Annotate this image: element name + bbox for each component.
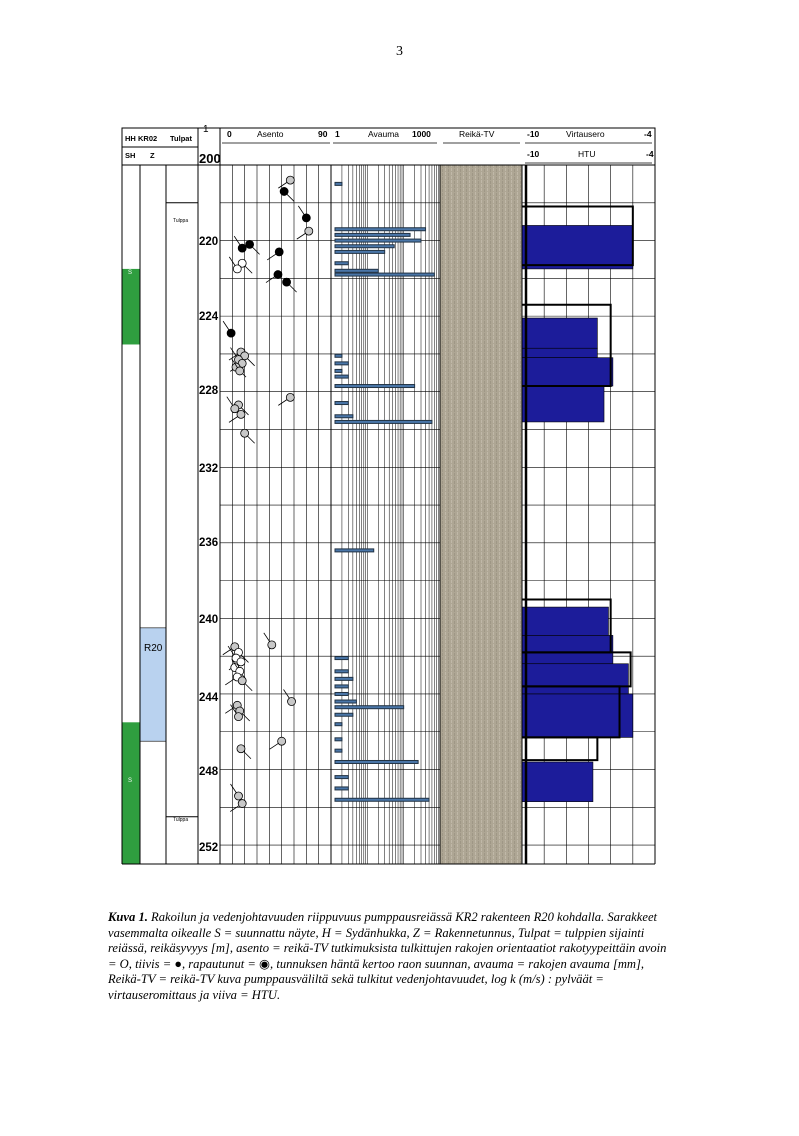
caption-text-3: , rapautunut = <box>181 956 260 971</box>
header-avauma-title: Avauma <box>368 129 400 139</box>
aperture-bar <box>335 776 348 779</box>
fracture-tight-symbol <box>283 278 291 286</box>
virtausero-bar <box>522 694 633 737</box>
header-reika-tv-title: Reikä-TV <box>459 129 495 139</box>
fracture-weathered-symbol <box>305 227 313 235</box>
fracture-tight-symbol <box>238 244 246 252</box>
depth-label: 248 <box>199 766 219 778</box>
sample-interval <box>122 722 140 864</box>
header-virtausero-max: -4 <box>644 129 652 139</box>
fracture-weathered-symbol <box>268 641 276 649</box>
fracture-weathered-symbol <box>238 800 246 808</box>
depth-label: 220 <box>199 236 219 248</box>
fracture-tight-symbol <box>227 329 235 337</box>
virtausero-bar <box>522 762 593 802</box>
tulppa-label-top: Tulppa <box>173 218 189 224</box>
header-sh-label: SH <box>125 151 136 160</box>
virtausero-bar <box>522 635 613 663</box>
virtausero-bar <box>522 607 608 635</box>
page-number: 3 <box>396 44 403 59</box>
depth-label: 252 <box>199 842 219 854</box>
aperture-bar <box>335 250 385 253</box>
aperture-bar <box>335 677 353 680</box>
header-z-label: Z <box>150 151 155 160</box>
fracture-open-symbol <box>233 265 241 273</box>
depth-label: 244 <box>199 692 219 704</box>
aperture-bar <box>335 385 415 388</box>
header-asento-title: Asento <box>257 129 284 139</box>
fracture-open-symbol <box>237 658 245 666</box>
fracture-weathered-symbol <box>236 367 244 375</box>
aperture-bar <box>335 239 421 242</box>
fracture-weathered-symbol <box>237 410 245 418</box>
virtausero-bar <box>522 664 628 694</box>
virtausero-bar <box>522 318 597 348</box>
aperture-bar <box>335 233 410 236</box>
depth-label: 224 <box>199 311 219 323</box>
fracture-weathered-symbol <box>286 393 294 401</box>
depth-label: 232 <box>199 463 219 475</box>
aperture-bar <box>335 760 418 763</box>
aperture-bar <box>335 549 374 552</box>
header-htu-max: -4 <box>646 149 654 159</box>
depth-label: 240 <box>199 614 219 626</box>
aperture-bar <box>335 723 342 726</box>
aperture-bar <box>335 245 394 248</box>
depth-labels <box>199 236 219 854</box>
aperture-bar <box>335 738 342 741</box>
aperture-bar <box>335 749 342 752</box>
aperture-bar <box>335 269 378 272</box>
fracture-weathered-symbol <box>235 792 243 800</box>
aperture-bar <box>335 685 348 688</box>
fracture-weathered-symbol <box>288 698 296 706</box>
sample-label-upper: S <box>128 270 133 276</box>
aperture-bar <box>335 262 348 265</box>
aperture-bar <box>335 692 348 695</box>
aperture-bar <box>335 657 348 660</box>
aperture-bar <box>335 402 348 405</box>
sample-interval <box>122 269 140 345</box>
header-asento-max: 90 <box>318 129 328 139</box>
virtausero-bar <box>522 225 633 268</box>
depth-label: 228 <box>199 385 219 397</box>
aperture-bar <box>335 415 353 418</box>
virtausero-bar <box>522 386 604 422</box>
caption-symbol-open: O <box>119 956 129 971</box>
aperture-bar <box>335 787 348 790</box>
fracture-tight-symbol <box>274 271 282 279</box>
sample-label-lower: S <box>128 778 133 784</box>
background-layer <box>122 165 522 864</box>
reika-tv-image-tint <box>440 165 522 864</box>
fracture-tight-symbol <box>302 214 310 222</box>
virtausero-bar <box>522 348 597 357</box>
fracture-weathered-symbol <box>241 429 249 437</box>
aperture-bar <box>335 354 342 357</box>
aperture-bar <box>335 369 342 372</box>
fracture-weathered-symbol <box>286 176 294 184</box>
caption-symbol-tight: ● <box>174 956 182 971</box>
fracture-tight-symbol <box>246 240 254 248</box>
header-asento-min: 0 <box>227 129 232 139</box>
fracture-weathered-symbol <box>235 713 243 721</box>
caption-text-2: , tiivis = <box>128 956 175 971</box>
aperture-bar <box>335 798 429 801</box>
aperture-bar <box>335 375 348 378</box>
header-virtausero-title: Virtausero <box>566 129 605 139</box>
aperture-bar <box>335 273 434 276</box>
aperture-bar <box>335 706 404 709</box>
fracture-weathered-symbol <box>231 405 239 413</box>
header-virtausero-min: -10 <box>527 129 540 139</box>
fracture-tight-symbol <box>275 248 283 256</box>
header-tulpat-label: Tulpat <box>170 134 192 143</box>
zone-label-r20: R20 <box>144 643 163 654</box>
caption-text-1: Rakoilun ja vedenjohtavuuden riippuvuus pumppausreiässä KR2 rakenteen R20 kohdalla. Sarakkeet vasemmalta oikealle S = suunnattu näyte, H = Sydänhukka, Z = Rakennetunnus, Tulpat = tulppien sijainti reiässä, reikäsyvyys [m], asento = reikä-TV tutkimuksista tulkittujen rakojen orientaatiot rakotyypeittäin avoin = <box>108 910 667 971</box>
aperture-bar <box>335 182 342 185</box>
virtausero-bar <box>522 358 613 386</box>
fracture-tight-symbol <box>280 187 288 195</box>
aperture-bar <box>335 670 348 673</box>
aperture-bar <box>335 700 356 703</box>
header-avauma-max: 1000 <box>412 129 431 139</box>
figure-caption <box>108 910 674 1004</box>
aperture-bar <box>335 362 348 365</box>
caption-text-4: , tunnuksen häntä kertoo raon suunnan, avauma = rakojen avauma [mm], Reikä-TV = reikä-TV kuva pumppausväliltä sekä tulkitut vedenjohtavuudet, log k (m/s) : pylväät = virtauseromittaus ja viiva = HTU. <box>108 956 645 1002</box>
fracture-weathered-symbol <box>278 737 286 745</box>
header-hh-label: HH <box>125 134 136 143</box>
header-depth-min: 1 <box>203 124 209 135</box>
tulppa-label-bottom: Tulppa <box>173 817 189 823</box>
htu-step-line <box>522 737 597 760</box>
aperture-bar <box>335 228 426 231</box>
header-htu-min: -10 <box>527 149 540 159</box>
fracture-weathered-symbol <box>238 677 246 685</box>
header-depth-start: 200 <box>199 151 221 166</box>
caption-label: Kuva 1. <box>108 910 148 924</box>
log-header <box>125 124 654 166</box>
header-htu-title: HTU <box>578 149 596 159</box>
caption-symbol-weathered: ◉ <box>259 956 271 971</box>
aperture-bar <box>335 713 353 716</box>
header-avauma-min: 1 <box>335 129 340 139</box>
aperture-bar <box>335 420 432 423</box>
fracture-weathered-symbol <box>237 745 245 753</box>
depth-label: 236 <box>199 537 219 549</box>
data-layer <box>223 176 633 811</box>
header-kr-label: KR02 <box>138 134 158 143</box>
